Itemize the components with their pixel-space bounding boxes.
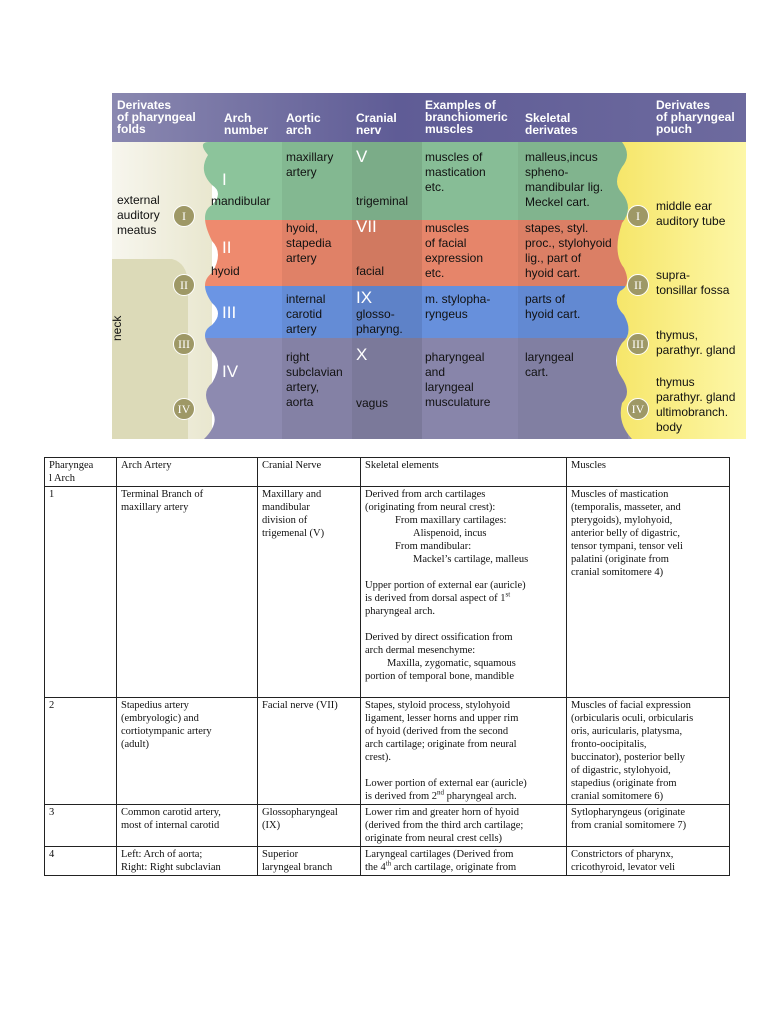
- header-cranial-nerv: Cranial nerv: [356, 111, 397, 137]
- header-arch-number: Arch number: [224, 111, 269, 137]
- header-pharyngeal-arch: Pharyngea l Arch: [45, 458, 117, 487]
- arch4-numeral: IV: [222, 362, 239, 381]
- pouch3-text: thymus, parathyr. gland: [656, 328, 736, 357]
- arch2-skeletal: stapes, styl. proc., stylohyoid lig., part of hyoid cart.: [525, 221, 612, 280]
- arch4-skeletal: laryngeal cart.: [525, 350, 574, 379]
- skeletal-text: portion of temporal bone, mandible: [365, 671, 515, 682]
- pharyngeal-arches-figure: [112, 93, 746, 439]
- arch2-nerve: facial: [356, 264, 385, 278]
- fold-circle-2: II: [173, 274, 195, 296]
- skeletal-text: Maxilla, zygomatic, squamous: [387, 658, 516, 669]
- arch-number-cell: 3: [45, 805, 117, 847]
- skeletal-text: Lower portion of external ear (auricle) is derived from 2nd pharyngeal arch.: [365, 778, 527, 802]
- table-row: [45, 487, 730, 698]
- skeletal-text: Stapes, styloid process, stylohyoid ligament, lesser horns and upper rim of hyoid (derived from the second arch cartilage; originate from neural crest).: [365, 700, 519, 763]
- arch-artery-cell: Terminal Branch of maxillary artery: [117, 487, 258, 698]
- arch4-nerve-numeral: X: [356, 345, 368, 364]
- arch2-numeral: II: [222, 238, 232, 257]
- arch1-numeral: I: [222, 170, 227, 189]
- header-cranial-nerve: Cranial Nerve: [258, 458, 361, 487]
- fold-circle-4: IV: [173, 398, 195, 420]
- arch2-artery: hyoid, stapedia artery: [286, 221, 332, 265]
- fold-circle-1: I: [173, 205, 195, 227]
- cranial-nerve-cell: Facial nerve (VII): [258, 698, 361, 805]
- arch2-nerve-numeral: VII: [356, 217, 377, 236]
- arch3-muscles: m. stylopha- ryngeus: [425, 292, 491, 321]
- arch4-muscles: pharyngeal and laryngeal musculature: [425, 350, 491, 409]
- skeletal-text: Alispenoid, incus: [413, 528, 487, 539]
- arch4-artery: right subclavian artery, aorta: [286, 350, 343, 409]
- table-header-row: [45, 458, 730, 487]
- header-aortic-arch: Aortic arch: [286, 111, 321, 137]
- pouch-circle-1: I: [627, 205, 649, 227]
- arch3-nerve-numeral: IX: [356, 288, 373, 307]
- header-pouch: Derivates of pharyngeal pouch: [656, 98, 735, 136]
- arch3-nerve: glosso- pharyng.: [356, 307, 403, 336]
- pouch2-text: supra- tonsillar fossa: [656, 268, 730, 297]
- fold-circle-3: III: [173, 333, 195, 355]
- pouch-circle-3: III: [627, 333, 649, 355]
- skeletal-text: From mandibular:: [395, 541, 472, 552]
- muscles-cell: Constrictors of pharynx, cricothyroid, levator veli: [567, 847, 730, 876]
- pouch1-text: middle ear auditory tube: [656, 199, 726, 228]
- arch1-name: mandibular: [211, 194, 271, 208]
- header-skeletal: Skeletal derivates: [525, 111, 578, 137]
- table-row: [45, 847, 730, 876]
- arch3-artery: internal carotid artery: [286, 292, 326, 336]
- external-auditory-meatus-label: external auditory meatus: [117, 193, 160, 237]
- arch-number-cell: 1: [45, 487, 117, 698]
- header-muscles: Muscles: [567, 458, 730, 487]
- arch1-muscles: muscles of mastication etc.: [425, 150, 486, 194]
- arch1-nerve-numeral: V: [356, 147, 368, 166]
- arch1-nerve: trigeminal: [356, 194, 409, 208]
- arch-artery-cell: Left: Arch of aorta; Right: Right subclavian: [117, 847, 258, 876]
- arch-number-cell: 2: [45, 698, 117, 805]
- arch3-skeletal: parts of hyoid cart.: [525, 292, 581, 321]
- skeletal-text: Derived from arch cartilages (originating from neural crest):: [365, 489, 496, 513]
- arch2-muscles: muscles of facial expression etc.: [425, 221, 484, 280]
- header-muscles: Examples of branchiomeric muscles: [425, 98, 508, 136]
- table-row: [45, 698, 730, 805]
- table-row: [45, 805, 730, 847]
- skeletal-elements-cell: Lower rim and greater horn of hyoid (derived from the third arch cartilage; originate from neural crest cells): [361, 805, 567, 847]
- arch1-skeletal: malleus,incus spheno- mandibular lig. Meckel cart.: [525, 150, 604, 209]
- header-folds: Derivates of pharyngeal folds: [117, 98, 196, 136]
- skeletal-text: Upper portion of external ear (auricle) is derived from dorsal aspect of 1st pharyngeal arch.: [365, 580, 526, 617]
- muscles-cell: Muscles of mastication (temporalis, masseter, and pterygoids), mylohyoid, anterior belly of digastric, tensor tympani, tensor veli palatini (originate from cranial somitomere 4): [567, 487, 730, 698]
- neck-label: neck: [110, 315, 124, 341]
- arch-artery-cell: Common carotid artery, most of internal carotid: [117, 805, 258, 847]
- pharyngeal-arch-table: [44, 457, 730, 876]
- arch4-nerve: vagus: [356, 396, 389, 410]
- skeletal-text: Derived by direct ossification from arch dermal mesenchyme:: [365, 632, 513, 656]
- pouch4-text: thymus parathyr. gland ultimobranch. body: [656, 375, 736, 434]
- skeletal-text: Mackel’s cartilage, malleus: [413, 554, 529, 565]
- arch1-artery: maxillary artery: [286, 150, 334, 179]
- pouch-circle-2: II: [627, 274, 649, 296]
- cranial-nerve-cell: Maxillary and mandibular division of trigemenal (V): [258, 487, 361, 698]
- arch3-numeral: III: [222, 303, 237, 322]
- muscles-cell: Muscles of facial expression (orbicularis oculi, orbicularis oris, auricularis, platysma, fronto-oocipitalis, buccinator), posterior belly of digastric, stylohyoid, stapedius (originate from cranial somitomere 6): [567, 698, 730, 805]
- pouch-circle-4: IV: [627, 398, 649, 420]
- skeletal-elements-cell: [361, 487, 567, 698]
- arch-number-cell: 4: [45, 847, 117, 876]
- cranial-nerve-cell: Glossopharyngeal (IX): [258, 805, 361, 847]
- cranial-nerve-cell: Superior laryngeal branch: [258, 847, 361, 876]
- arch2-name: hyoid: [211, 264, 240, 278]
- header-skeletal-elements: Skeletal elements: [361, 458, 567, 487]
- muscles-cell: Sytlopharyngeus (originate from cranial somitomere 7): [567, 805, 730, 847]
- header-arch-artery: Arch Artery: [117, 458, 258, 487]
- skeletal-text: From maxillary cartilages:: [395, 515, 507, 526]
- arch-artery-cell: Stapedius artery (embryologic) and cortiotympanic artery (adult): [117, 698, 258, 805]
- skeletal-elements-cell: Laryngeal cartilages (Derived from the 4th arch cartilage, originate from: [361, 847, 567, 876]
- skeletal-elements-cell: [361, 698, 567, 805]
